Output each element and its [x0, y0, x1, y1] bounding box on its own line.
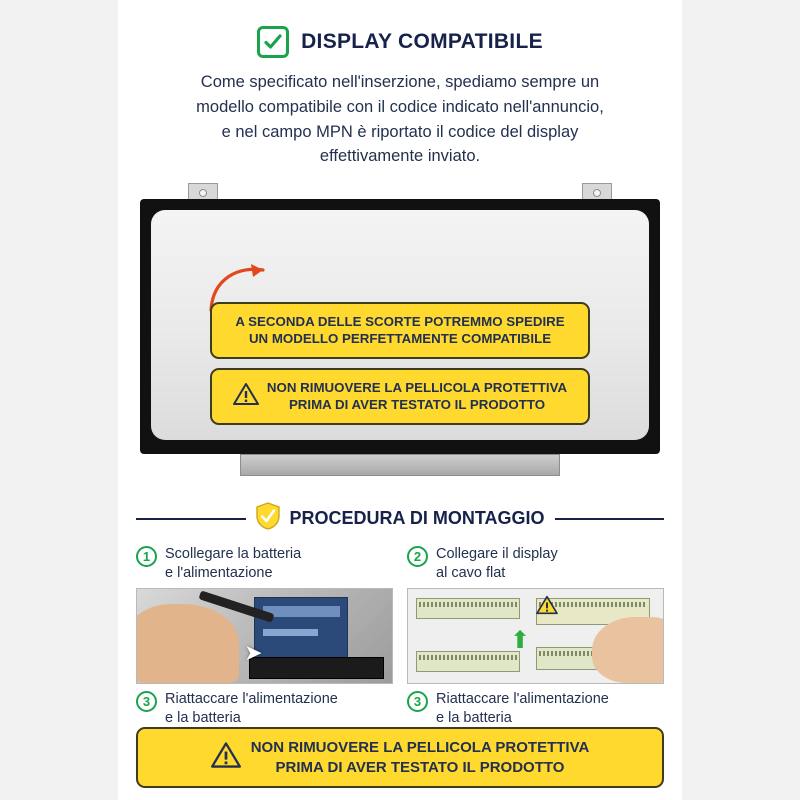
procedure-steps: [136, 545, 664, 727]
step-label: [436, 545, 558, 582]
stock-notice-line-2: UN MODELLO PERFETTAMENTE COMPATIBILE: [248, 331, 552, 347]
step-photo-flat-cable-connect: [407, 588, 664, 684]
film-notice-line-2: PRIMA DI AVER TESTATO IL PRODOTTO: [288, 397, 546, 413]
arrow-up-icon: ⬆: [510, 626, 531, 654]
left-edge-band: [0, 0, 118, 800]
step-label-line-1: Riattaccare l'alimentazione: [436, 691, 609, 708]
intro-line-2: modello compatibile con il codice indicato nell'annuncio,: [196, 97, 604, 116]
panel-bezel: [140, 199, 660, 454]
footer-warning-line-2: PRIMA DI AVER TESTATO IL PRODOTTO: [275, 758, 565, 776]
footer-warning-text: [251, 738, 590, 777]
step-item: [407, 690, 664, 727]
footer-warning-line-1: NON RIMUOVERE LA PELLICOLA PROTETTIVA: [250, 739, 590, 756]
step-label-line-2: e l'alimentazione: [165, 564, 273, 581]
header: [118, 0, 682, 58]
intro-line-1: Come specificato nell'inserzione, spediamo sempre un: [200, 73, 600, 91]
warning-triangle-icon: [233, 382, 259, 410]
display-panel-illustration: [140, 183, 660, 488]
stock-notice-box: [210, 302, 590, 359]
shield-icon: [256, 502, 280, 535]
step-label-line-1: Scollegare la batteria: [165, 546, 302, 562]
content-column: [118, 0, 682, 800]
step-item: [407, 545, 664, 582]
step-photo-battery-disconnect: [136, 588, 393, 684]
hand-graphic: [136, 604, 239, 683]
flat-connector-graphic: [416, 598, 520, 619]
step-label-line-1: Collegare il display: [436, 546, 558, 562]
panel-connector-strip: [240, 454, 560, 476]
film-notice-text: [267, 379, 567, 414]
step-number-badge: 3: [407, 691, 428, 712]
intro-line-3: e nel campo MPN è riportato il codice del display: [221, 122, 579, 141]
procedure-header: [136, 502, 664, 535]
flat-connector-graphic: [416, 651, 520, 672]
right-edge-band: [682, 0, 800, 800]
page-title: DISPLAY COMPATIBILE: [301, 30, 543, 53]
warning-triangle-icon: [211, 741, 241, 775]
step-label: [165, 545, 301, 582]
footer-warning-banner: [136, 727, 664, 788]
panel-mount-bracket-right: [582, 183, 612, 200]
panel-mount-bracket-left: [188, 183, 218, 200]
divider-right: [555, 518, 665, 520]
step-item: [136, 545, 393, 582]
step-number-badge: 1: [136, 546, 157, 567]
procedure-title: PROCEDURA DI MONTAGGIO: [289, 508, 545, 528]
step-label-line-2: e la batteria: [165, 709, 241, 726]
warning-triangle-icon: [536, 595, 558, 620]
step-number-badge: 2: [407, 546, 428, 567]
intro-line-4: effettivamente inviato.: [319, 147, 481, 166]
hand-graphic: [592, 617, 664, 683]
step-label-line-2: al cavo flat: [436, 564, 506, 581]
intro-paragraph: [142, 70, 658, 169]
film-notice-box: [210, 368, 590, 425]
step-label-line-1: Riattaccare l'alimentazione: [165, 691, 338, 708]
divider-left: [136, 518, 246, 520]
arrow-right-icon: ➤: [244, 639, 263, 665]
step-label: [165, 690, 338, 727]
step-item: [136, 690, 393, 727]
step-label: [436, 690, 609, 727]
stock-notice-line-1: A SECONDA DELLE SCORTE POTREMMO SPEDIRE: [235, 314, 565, 329]
check-icon: [257, 26, 289, 58]
film-notice-line-1: NON RIMUOVERE LA PELLICOLA PROTETTIVA: [266, 380, 568, 395]
panel-screen: [151, 210, 649, 440]
step-number-badge: 3: [136, 691, 157, 712]
battery-graphic: [249, 657, 384, 680]
step-label-line-2: e la batteria: [436, 709, 512, 726]
